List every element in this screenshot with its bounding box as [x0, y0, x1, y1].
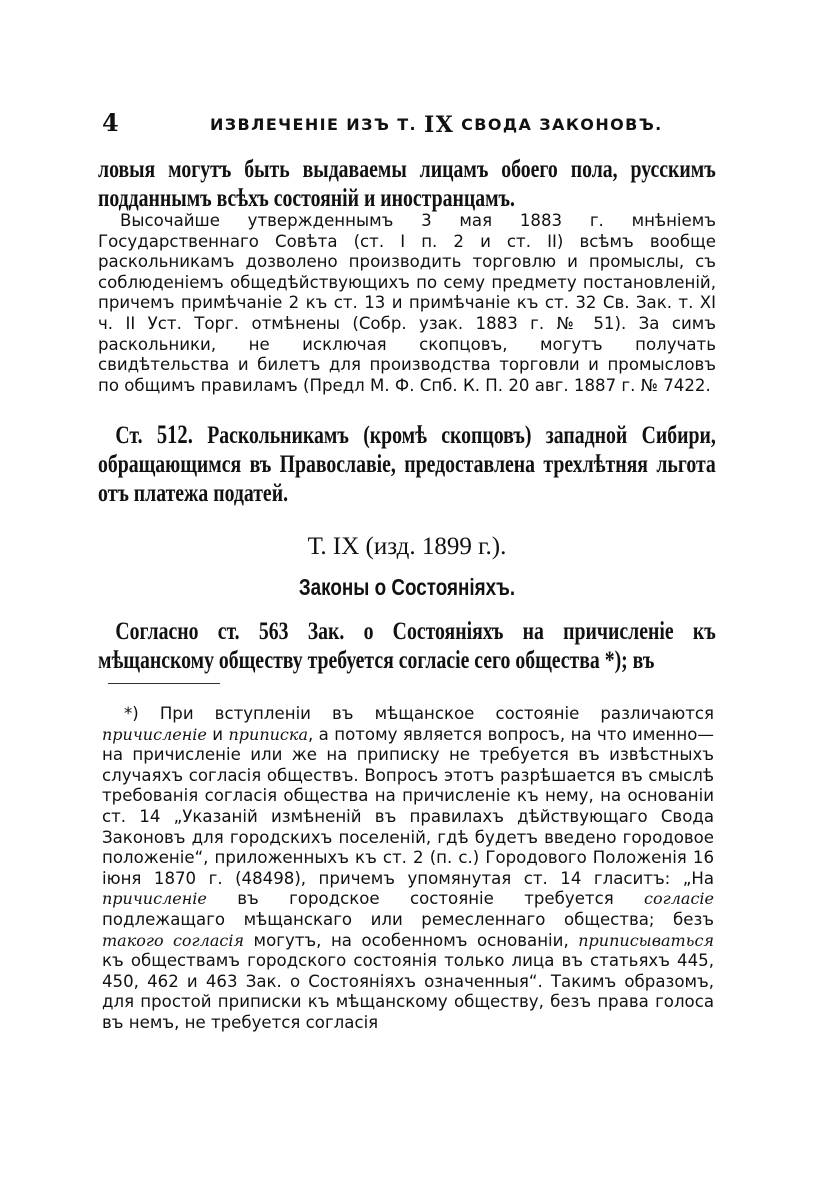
footnote-text-part-6: могутъ, на особенномъ основаніи, — [244, 930, 579, 950]
footnote-text-part-3: , а потому является вопросъ, на что именно—на причисленіе или же на приписку не требуется въ извѣстныхъ случаяхъ согласія обществъ. Вопросъ этотъ разрѣшается въ смыслѣ требованія согласія общества на причисленіе къ нему, на основаніи ст. 14 „Указаній измѣненій въ правилахъ дѣйствующаго Свода Законовъ для городскихъ поселеній, гдѣ будетъ введено городовое положеніе“, приложенныхъ къ ст. 2 (п. с.) Городового Положенія 16 іюня 1870 г. (48498), причемъ упомянутая ст. 14 гласитъ: „На — [102, 724, 714, 888]
running-title-after-roman: СВОДА ЗАКОНОВЪ. — [454, 115, 663, 134]
top-paragraph-block — [98, 155, 716, 213]
consent-paragraph-block — [98, 617, 716, 675]
footnote-text-part-5: подлежащаго мѣщанскаго или ремесленнаго общества; безъ — [102, 909, 714, 929]
note-paragraph: Высочайше утвержденнымъ 3 мая 1883 г. мнѣніемъ Государственнаго Совѣта (ст. I п. 2 и ст. II) всѣмъ вообще раскольникамъ дозволено производить торговлю и промыслы, съ соблюденіемъ общедѣйствующихъ по сему предмету постановленій, причемъ примѣчаніе 2 къ ст. 13 и примѣчаніе къ ст. 32 Св. Зак. т. XI ч. II Уст. Торг. отмѣнены (Собр. узак. 1883 г. № 51). За симъ раскольники, не исключая скопцовъ, могутъ получать свидѣтельства и билетъ для производства торговли и промысловъ по общимъ правиламъ (Предл М. Ф. Спб. К. П. 20 авг. 1887 г. № 7422. — [98, 211, 716, 395]
volume-heading: Т. IX (изд. 1899 г.). — [307, 533, 507, 560]
consent-paragraph: Согласно ст. 563 Зак. о Состояніяхъ на причисленіе къ мѣщанскому обществу требуется согласіе сего общества *); въ — [98, 618, 716, 674]
article-512-text: Раскольникамъ (кромѣ скопцовъ) западной Сибири, обращающимся въ Православіе, предоставлена трехлѣтняя льгота отъ платежа податей. — [98, 422, 716, 507]
laws-heading: Законы о Состояніяхъ. — [298, 574, 516, 600]
article-512 — [98, 420, 716, 508]
article-label: Ст. — [115, 422, 143, 449]
footnote-divider — [108, 683, 220, 684]
footnote-text-part-1: *) При вступленіи въ мѣщанское состояніе различаются — [124, 704, 714, 723]
page-number: 4 — [102, 108, 119, 137]
page-header — [102, 108, 702, 138]
article-512-block — [98, 420, 716, 508]
note-paragraph-block — [98, 211, 716, 396]
footnote-text-part-7: къ обществамъ городского состоянія только лица въ статьяхъ 445, 450, 462 и 463 Зак. о Состояніяхъ означенныя“. Такимъ образомъ, для простой приписки къ мѣщанскому обществу, безъ права голоса въ немъ, не требуется согласія — [102, 951, 714, 1032]
footnote-emphasis-4: согласіе — [644, 889, 714, 909]
top-paragraph: ловыя могутъ быть выдаваемы лицамъ обоего пола, русскимъ подданнымъ всѣхъ состояній и иностранцамъ. — [98, 156, 716, 212]
footnote-text-part-2: и — [206, 724, 229, 744]
footnote — [102, 704, 714, 1034]
running-title-before-roman: ИЗВЛЕЧЕНІЕ ИЗЪ Т. — [210, 115, 424, 134]
running-title — [210, 112, 663, 138]
footnote-emphasis-1: причисленіе — [102, 724, 207, 744]
footnote-text-part-4: въ городское состояніе требуется — [206, 889, 645, 909]
footnote-emphasis-6: приписываться — [578, 930, 714, 950]
footnote-emphasis-2: приписка — [228, 724, 308, 744]
footnote-emphasis-5: такого согласія — [102, 930, 245, 950]
running-title-roman-numeral: IX — [424, 112, 455, 138]
article-number: 512. — [156, 420, 193, 449]
footnote-emphasis-3: причисленіе — [102, 889, 207, 909]
